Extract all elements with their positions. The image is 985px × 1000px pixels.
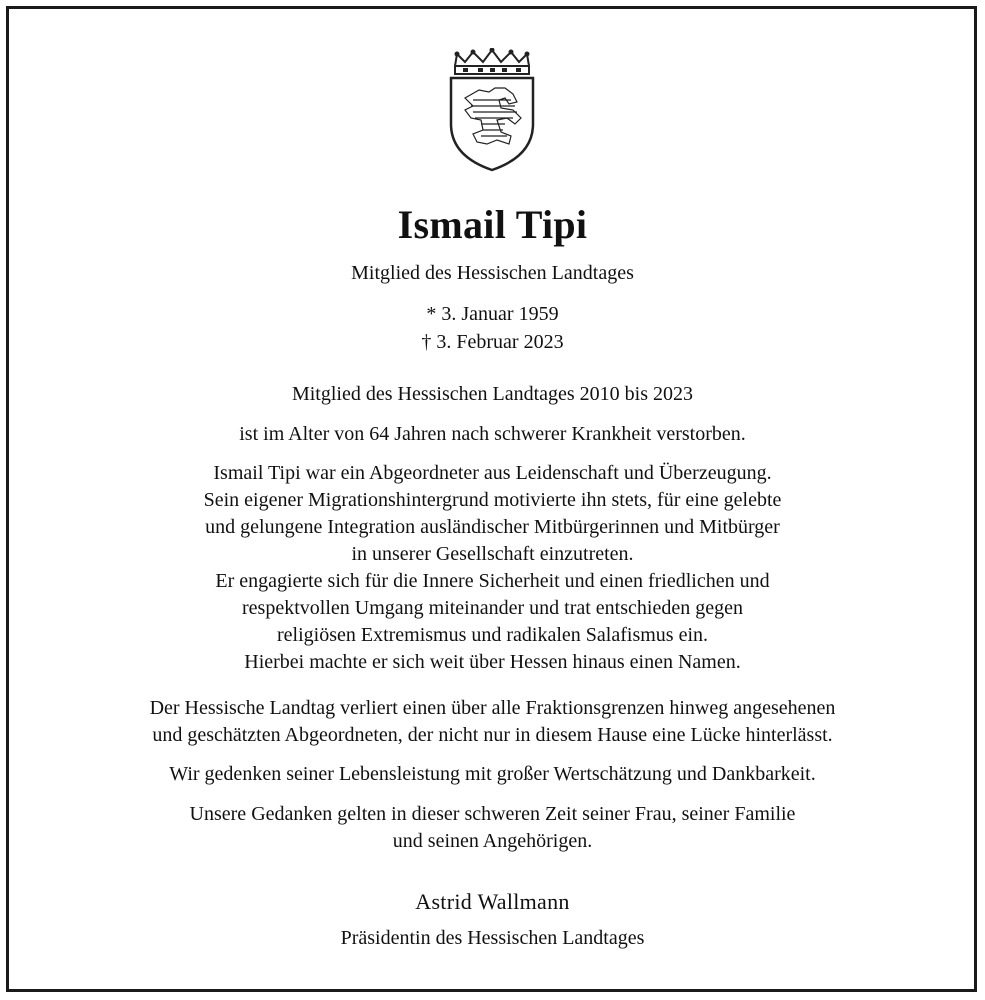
- text-line: in unserer Gesellschaft einzutreten.: [351, 543, 634, 565]
- deceased-subtitle: Mitglied des Hessischen Landtages: [351, 262, 634, 284]
- text-line: und geschätzten Abgeordneten, der nicht nur in diesem Hause eine Lücke hinterlässt.: [152, 724, 833, 746]
- text-line: Der Hessische Landtag verliert einen über alle Fraktionsgrenzen hinweg angesehenen: [149, 697, 836, 719]
- text-line: Ismail Tipi war ein Abgeordneter aus Leidenschaft und Überzeugung.: [213, 462, 772, 484]
- text-line: ist im Alter von 64 Jahren nach schwerer Krankheit verstorben.: [239, 423, 746, 445]
- text-line: Unsere Gedanken gelten in dieser schweren Zeit seiner Frau, seiner Familie: [189, 803, 796, 825]
- signer-title: Präsidentin des Hessischen Landtages: [340, 927, 645, 949]
- signer-name: Astrid Wallmann: [415, 889, 570, 914]
- paragraph-membership: [0, 381, 985, 408]
- text-line: und gelungene Integration ausländischer Mitbürgerinnen und Mitbürger: [205, 516, 780, 538]
- text-line: Wir gedenken seiner Lebensleistung mit großer Wertschätzung und Dankbarkeit.: [169, 763, 816, 785]
- text-line: Er engagierte sich für die Innere Sicherheit und einen friedlichen und: [215, 570, 770, 592]
- paragraph-biography: [0, 460, 985, 676]
- text-line: und seinen Angehörigen.: [392, 830, 593, 852]
- text-line: Hierbei machte er sich weit über Hessen hinaus einen Namen.: [244, 651, 741, 673]
- life-dates: [0, 300, 985, 356]
- text-line: religiösen Extremismus und radikalen Salafismus ein.: [276, 624, 709, 646]
- hessen-coat-of-arms-icon: [443, 48, 541, 172]
- paragraph-remembrance: [0, 761, 985, 788]
- paragraph-condolence: [0, 801, 985, 855]
- deceased-name: Ismail Tipi: [397, 202, 588, 247]
- text-line: Sein eigener Migrationshintergrund motivierte ihn stets, für eine gelebte: [203, 489, 782, 511]
- paragraph-tribute: [0, 695, 985, 749]
- text-line: respektvollen Umgang miteinander und trat entschieden gegen: [242, 597, 743, 619]
- paragraph-death: [0, 421, 985, 448]
- death-date: † 3. Februar 2023: [421, 331, 564, 353]
- birth-date: * 3. Januar 1959: [426, 303, 559, 325]
- text-line: Mitglied des Hessischen Landtages 2010 bis 2023: [291, 383, 694, 405]
